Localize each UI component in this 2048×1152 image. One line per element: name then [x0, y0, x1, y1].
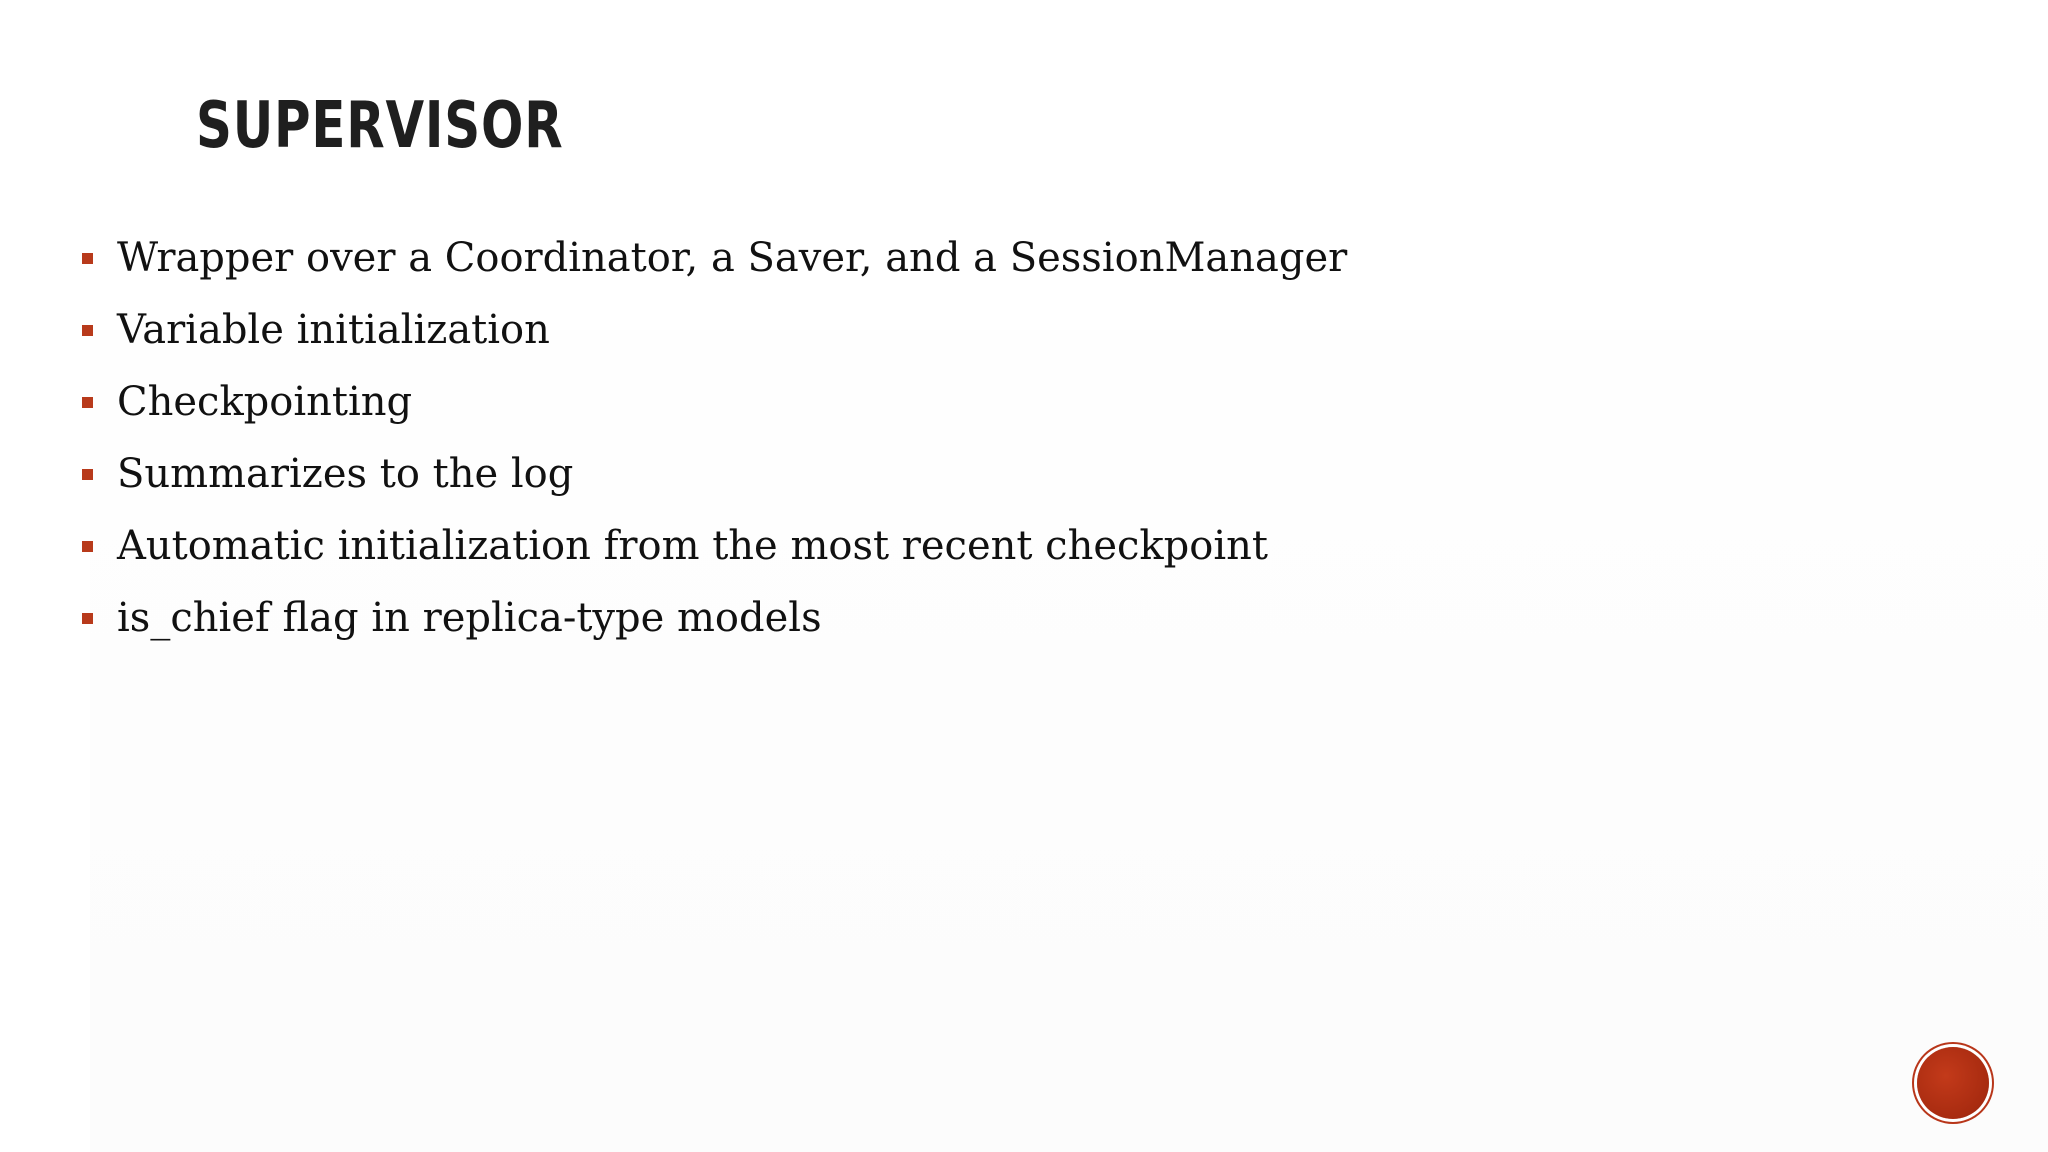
bullet-item [82, 582, 1347, 654]
square-bullet-icon [82, 613, 93, 624]
bullet-list [82, 222, 1347, 654]
bullet-item [82, 222, 1347, 294]
bullet-text: Wrapper over a Coordinator, a Saver, and a SessionManager [117, 235, 1348, 281]
bullet-text: is_chief flag in replica-type models [117, 595, 822, 641]
square-bullet-icon [82, 325, 93, 336]
square-bullet-icon [82, 253, 93, 264]
bullet-text: Variable initialization [117, 307, 550, 353]
slide-title: SUPERVISOR [196, 89, 564, 163]
bullet-text: Summarizes to the log [117, 451, 574, 497]
bullet-text: Checkpointing [117, 379, 413, 425]
bullet-item [82, 510, 1347, 582]
bullet-item [82, 294, 1347, 366]
bullet-text: Automatic initialization from the most recent checkpoint [117, 523, 1268, 569]
bullet-item [82, 438, 1347, 510]
square-bullet-icon [82, 541, 93, 552]
circle-nav-button[interactable] [1917, 1047, 1989, 1119]
square-bullet-icon [82, 397, 93, 408]
square-bullet-icon [82, 469, 93, 480]
bullet-item [82, 366, 1347, 438]
